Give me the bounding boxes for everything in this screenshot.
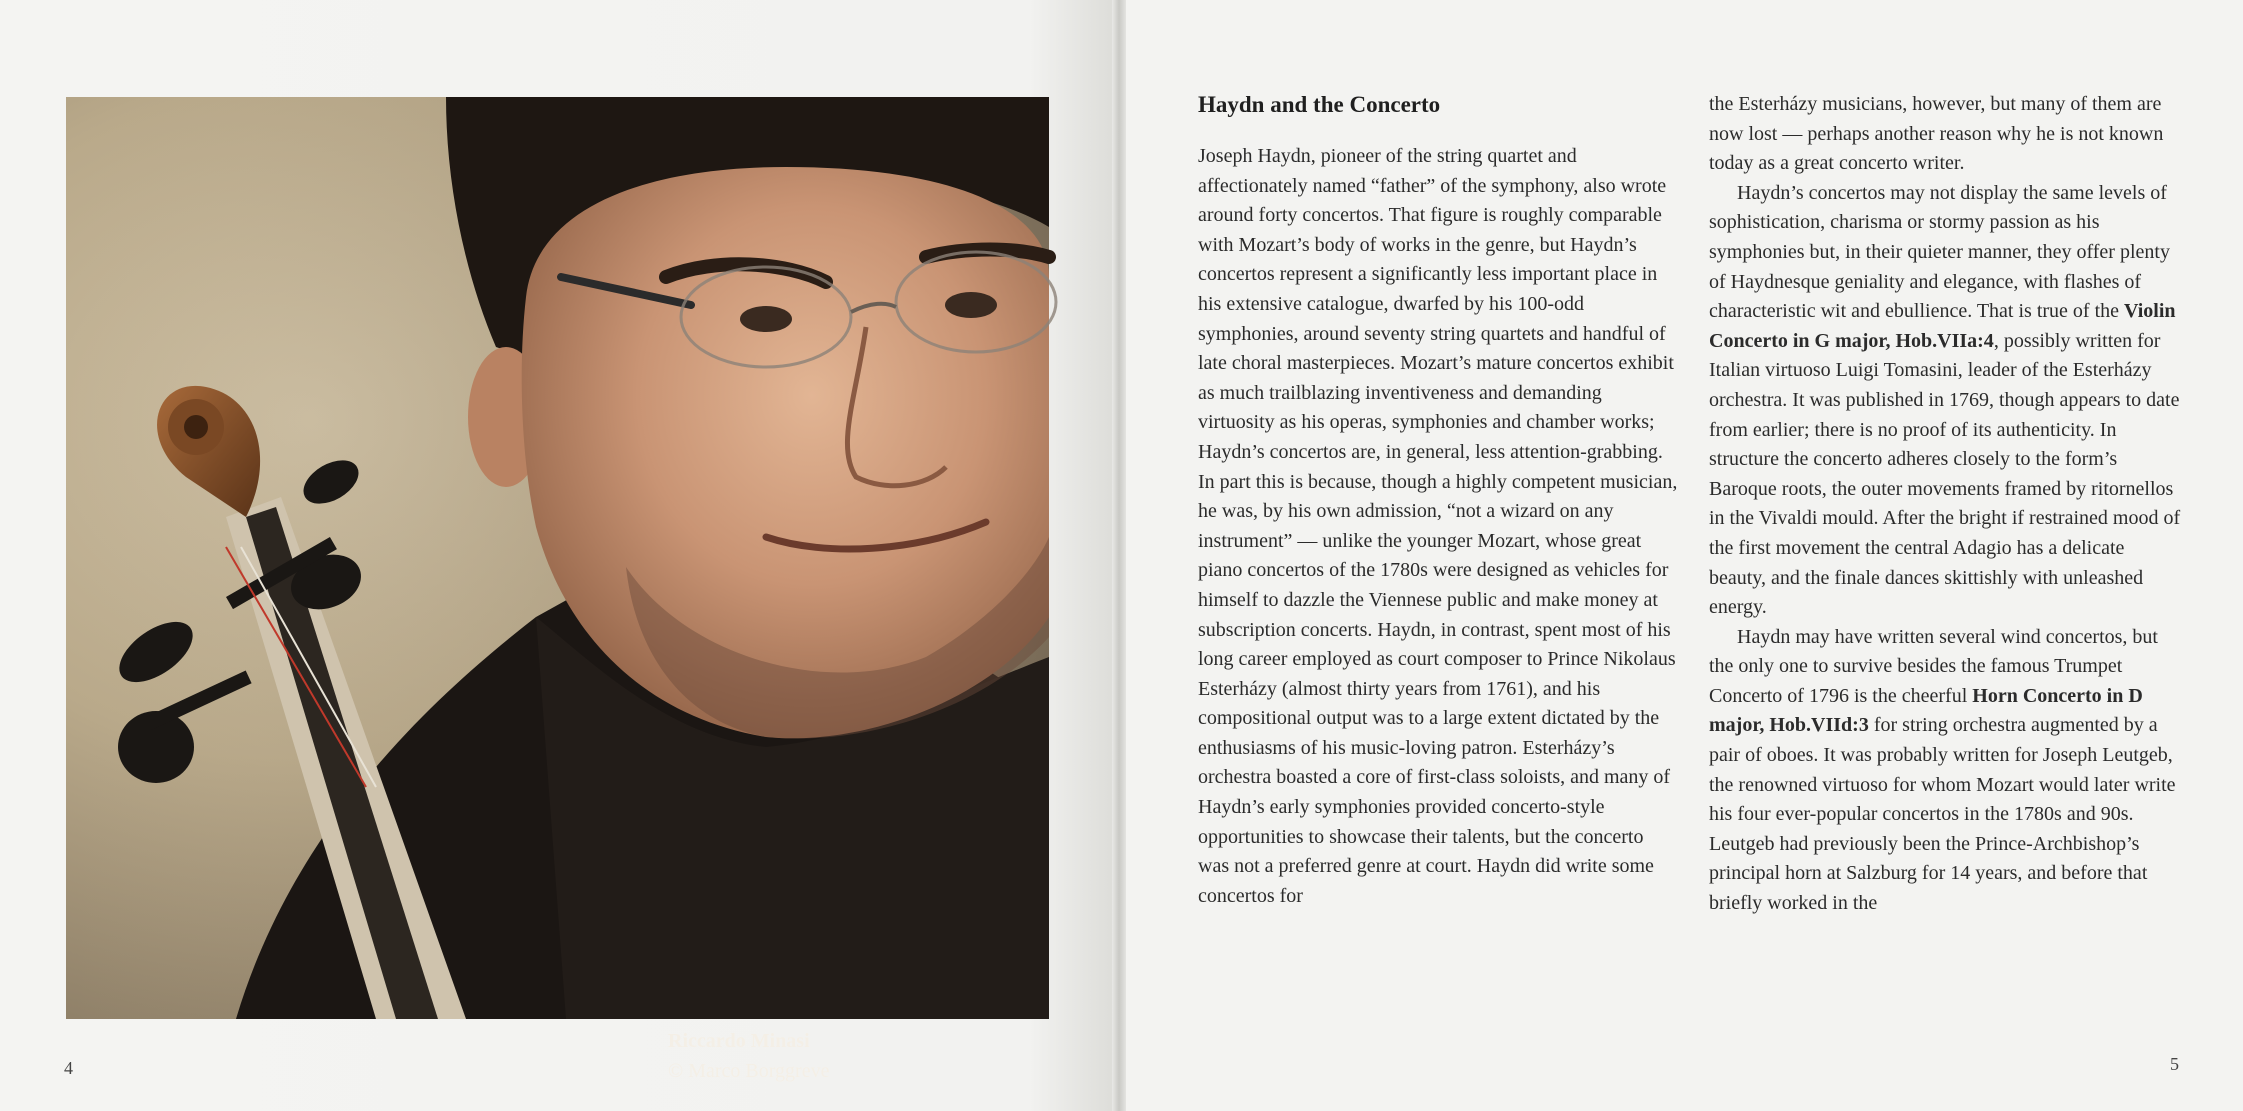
caption-credit: © Marco Borggreve (668, 1060, 830, 1082)
work-title-violin-concerto: Violin Concerto in G major, Hob.VIIa:4 (1709, 300, 2176, 352)
page-number-left: 4 (64, 1058, 73, 1078)
portrait-illustration (66, 97, 1049, 1019)
article-heading: Haydn and the Concerto (1198, 92, 1441, 117)
paragraph-continued: the Esterházy musicians, however, but many of them are now lost — perhaps another reason why he is not known today as a great concerto writer. (1709, 93, 2164, 175)
page-number-right: 5 (2170, 1054, 2179, 1074)
photo-caption (668, 1026, 829, 1086)
text-span: , possibly written for Italian virtuoso Luigi Tomasini, leader of the Esterházy orchestra. It was published in 1769, though appears to date from earlier; there is no proof of its authenticity. In structure the concerto adheres closely to the form’s Baroque roots, the outer movements framed by ritornellos in the Vivaldi mould. After the bright if restrained mood of the first movement the central Adagio has a delicate beauty, and the finale dances skittishly with unleashed energy. (1709, 329, 2181, 619)
text-span: Haydn’s concertos may not display the same levels of sophistication, charisma or stormy passion as his symphonies but, in their quieter manner, they offer plenty of Haydnesque geniality and elegance, with flashes of characteristic wit and ebullience. That is true of the (1709, 181, 2170, 323)
paragraph-1: Joseph Haydn, pioneer of the string quartet and affectionately named “father” of the symphony, also wrote around forty concertos. That figure is roughly comparable with Mozart’s body of works in the genre, but Haydn’s concertos represent a significantly less important place in his extensive catalogue, dwarfed by his 100-odd symphonies, around seventy string quartets and handful of late choral masterpieces. Mozart’s mature concertos exhibit as much trailblazing inventiveness and demanding virtuosity as his operas, symphonies and chamber works; Haydn’s concertos are, in general, less attention-grabbing. In part this is because, though a highly competent musician, he was, by his own admission, “not a wizard on any instrument” — unlike the younger Mozart, whose great piano concertos of the 1780s were designed as vehicles for himself to dazzle the Viennese public and make money at subscription concerts. Haydn, in contrast, spent most of his long career employed as court composer to Prince Nikolaus Esterházy (almost thirty years from 1761), and his compositional output was to a large extent dictated by the enthusiasms of his music-loving patron. Esterházy’s orchestra boasted a core of first-class soloists, and many of Haydn’s early symphonies provided concerto-style opportunities to showcase their talents, but the concerto was not a preferred genre at court. Haydn did write some concertos for (1198, 145, 1678, 907)
text-span: for string orchestra augmented by a pair of oboes. It was probably written for Joseph Leutgeb, the renowned virtuoso for whom Mozart would later write his four ever-popular concertos in the 1780s and 90s. Leutgeb had previously been the Prince-Archbishop’s principal horn at Salzburg for 14 years, and before that briefly worked in the (1709, 714, 2176, 915)
work-title-horn-concerto: Horn Concerto in D major, Hob.VIId:3 (1709, 684, 2143, 737)
text-span: Haydn may have written several wind concertos, but the only one to survive besides the famous Trumpet Concerto of 1796 is the cheerful (1709, 625, 2158, 707)
left-page (0, 0, 1118, 1111)
paragraph-violin-concerto (1709, 179, 2184, 623)
text-column-1 (1198, 90, 1678, 911)
portrait-photo (66, 97, 1049, 1082)
text-column-2 (1709, 90, 2184, 919)
paragraph-horn-concerto (1709, 623, 2184, 919)
caption-name: Riccardo Minasi (668, 1030, 810, 1052)
